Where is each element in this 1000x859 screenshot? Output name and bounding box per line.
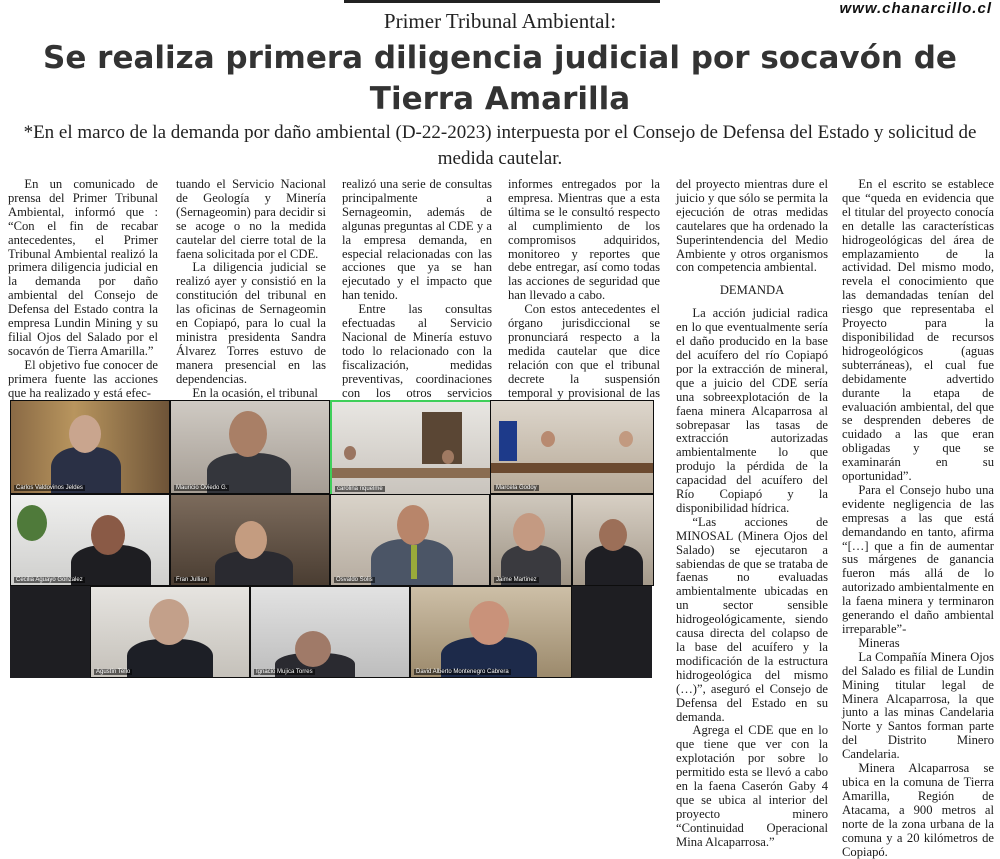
paragraph: Para el Consejo hubo una evidente negligencia de las empresas a las que está demandando en tanto, afirma “[…] que a fin de aumentar sus márgenes de ganancia fueron más allá de lo autorizado ambientalmente en la faena minera y terminaron generando el daño ambiental irreparable”-	[842, 482, 994, 636]
video-tile	[170, 494, 330, 586]
participant-name: Ignacio Mujica Torres	[256, 669, 313, 675]
participant-name: Cecilia Aguayo Gonzalez	[16, 577, 83, 583]
participant-name: Osvaldo Solis	[336, 577, 373, 583]
paragraph: El objetivo fue conocer de primera fuente las acciones que ha realizado y está efec-	[8, 357, 158, 400]
video-tile	[572, 494, 654, 586]
site-url[interactable]: www.chanarcillo.cl	[839, 0, 992, 17]
paragraph: La diligencia judicial se realizó ayer y consistió en la constitución del tribunal en las oficinas de Sernageomin en Copiapó, para lo cual la ministra presidenta Sandra Álvarez Torres estuvo de manera presencial en las dependencias.	[176, 260, 326, 386]
column-4	[508, 178, 660, 414]
column-5	[676, 178, 828, 850]
paragraph: En un comunicado de prensa del Primer Tribunal Ambiental, informó que : “Con el fin de recabar antecedentes, el Primer Tribunal Ambiental realizó la primera diligencia judicial en la demanda por daño ambiental del Consejo de Defensa del Estado contra la empresa Lundin Mining y su filial Ojos del Salado por el socavón de Tierra Amarilla.”	[8, 177, 158, 358]
video-tile	[490, 494, 572, 586]
paragraph: En la ocasión, el tribunal	[192, 385, 318, 400]
participant-name: David Alberto Montenegro Cabrera	[416, 669, 509, 675]
paragraph: Con estos antecedentes el órgano jurisdiccional se pronunciará respecto a la medida cautelar que dice relación con que el tribunal decrete la suspensión temporal y provisional de las	[508, 302, 660, 400]
participant-name: Mauricio Oviedo G.	[176, 485, 228, 491]
video-conference-photo	[10, 400, 652, 678]
section-heading: DEMANDA	[719, 283, 785, 298]
headline: Se realiza primera diligencia judicial por socavón de Tierra Amarilla	[43, 40, 957, 117]
participant-name: Carlos Valdovinos Jeldes	[16, 485, 83, 491]
paragraph: En el escrito se establece que “queda en evidencia que el titular del proyecto conocía en detalle las características hidrogeológicas del área de emplazamiento de la actividad. Del mismo modo, revela el conocimiento que las demandadas tenían del riesgo que representaba el Proyecto para la disponibilidad de recursos hidrogeológicos (aguas subterráneas), el cual fue debidamente advertido durante la etapa de evaluación ambiental, del que se desprenden deberes de cuidado a las que eran obligadas y que se examinarán en su oportunidad”.	[842, 177, 994, 484]
paragraph: informes entregados por la empresa. Mientras que a esta última se le consultó respecto al cumplimiento de los compromisos adquiridos, monitoreo y reportes que debe entregar, así como todas las acciones de seguridad que han llevado a cabo.	[508, 177, 660, 303]
video-tile	[250, 586, 410, 678]
top-rule	[344, 0, 660, 3]
video-tile	[10, 400, 170, 494]
paragraph: realizó una serie de consultas principalmente a Sernageomin, además de algunas preguntas al CDE y a la empresa demanda, en especial relacionadas con las acciones que ya se han ejecutado y el impacto que han tenido.	[342, 177, 492, 303]
video-tile	[90, 586, 250, 678]
paragraph: Minera Alcaparrosa se ubica en la comuna de Tierra Amarilla, Región de Atacama, a 900 metros al norte de la zona urbana de la comuna y a 20 kilómetros de Copiapó.	[842, 761, 994, 859]
paragraph: del proyecto mientras dure el juicio y que sólo se permita la ejecución de otras medidas cautelares que ha ordenado la Superintendencia del Medio Ambiente y otros organismos con competencia ambiental.	[676, 177, 828, 275]
video-tile	[330, 400, 492, 496]
column-1	[8, 178, 158, 401]
column-3	[342, 178, 492, 428]
column-6	[842, 178, 994, 859]
column-2	[176, 178, 326, 401]
video-tile	[490, 400, 654, 494]
participant-name: carolina riquelme	[337, 486, 383, 492]
video-tile	[170, 400, 330, 494]
video-tile	[330, 494, 490, 586]
video-tile	[10, 494, 170, 586]
participant-name: Agustín Tello	[96, 669, 131, 675]
paragraph: La acción judicial radica en lo que eventualmente sería el daño producido en la base del acuífero del río Copiapó por la extracción de mineral, que a juicio del CDE sería una sobreexplotación de la faena minera Alcaparrosa al sobrepasar las tasas de extracción autorizadas ambientalmente lo que produjo la pérdida de la capacidad del acuífero del Río Copiapó y la disponibilidad hídrica.	[676, 306, 828, 515]
participant-name: Marcela Godoy	[496, 485, 537, 491]
paragraph: Entre las consultas efectuadas al Servicio Nacional de Minería estuvo todo lo relacionado con la fiscalización, medidas preventivas, coordinaciones con los otros servicios	[342, 302, 492, 400]
paragraph: tuando el Servicio Nacional de Geología y Minería (Sernageomin) para decidir si se acoge o no la medida cautelar del cierre total de la faena solicitada por el CDE.	[176, 177, 326, 261]
paragraph: “Las acciones de MINOSAL (Minera Ojos del Salado) se ejecutaron a sabiendas de que se trataba de faenas no evaluadas ambientalmente ubicadas en un sector sensible hidrogeológicamente, siendo causa directa del colapso de la base del acuífero y la modificación de la estructura hidrogeológica del mismo (…)”, aseguró el Consejo de Defensa del Estado en su demanda.	[676, 514, 828, 724]
paragraph: La Compañía Minera Ojos del Salado es filial de Lundin Mining titular legal de Minera Alcaparrosa, la que junto a las minas Candelaria Norte y Santos forman parte del Distrito Minero Candelaria.	[842, 649, 994, 762]
video-tile	[410, 586, 572, 678]
section-heading: Mineras	[858, 635, 900, 650]
subhead: *En el marco de la demanda por daño ambiental (D-22-2023) interpuesta por el Consejo de Defensa del Estado y solicitud de medida cautelar.	[23, 122, 977, 169]
paragraph: Agrega el CDE que en lo que tiene que ver con la explotación por sobre lo permitido esta se llevó a cabo en la faena Caserón Gaby 4 que se ubica al interior del proyecto minero “Continuidad Operacional Mina Alcaparrosa.”	[676, 723, 828, 849]
participant-name: Fran Jullian	[176, 577, 208, 583]
kicker: Primer Tribunal Ambiental:	[383, 9, 617, 33]
participant-name: Jaime Martinez	[496, 577, 537, 583]
